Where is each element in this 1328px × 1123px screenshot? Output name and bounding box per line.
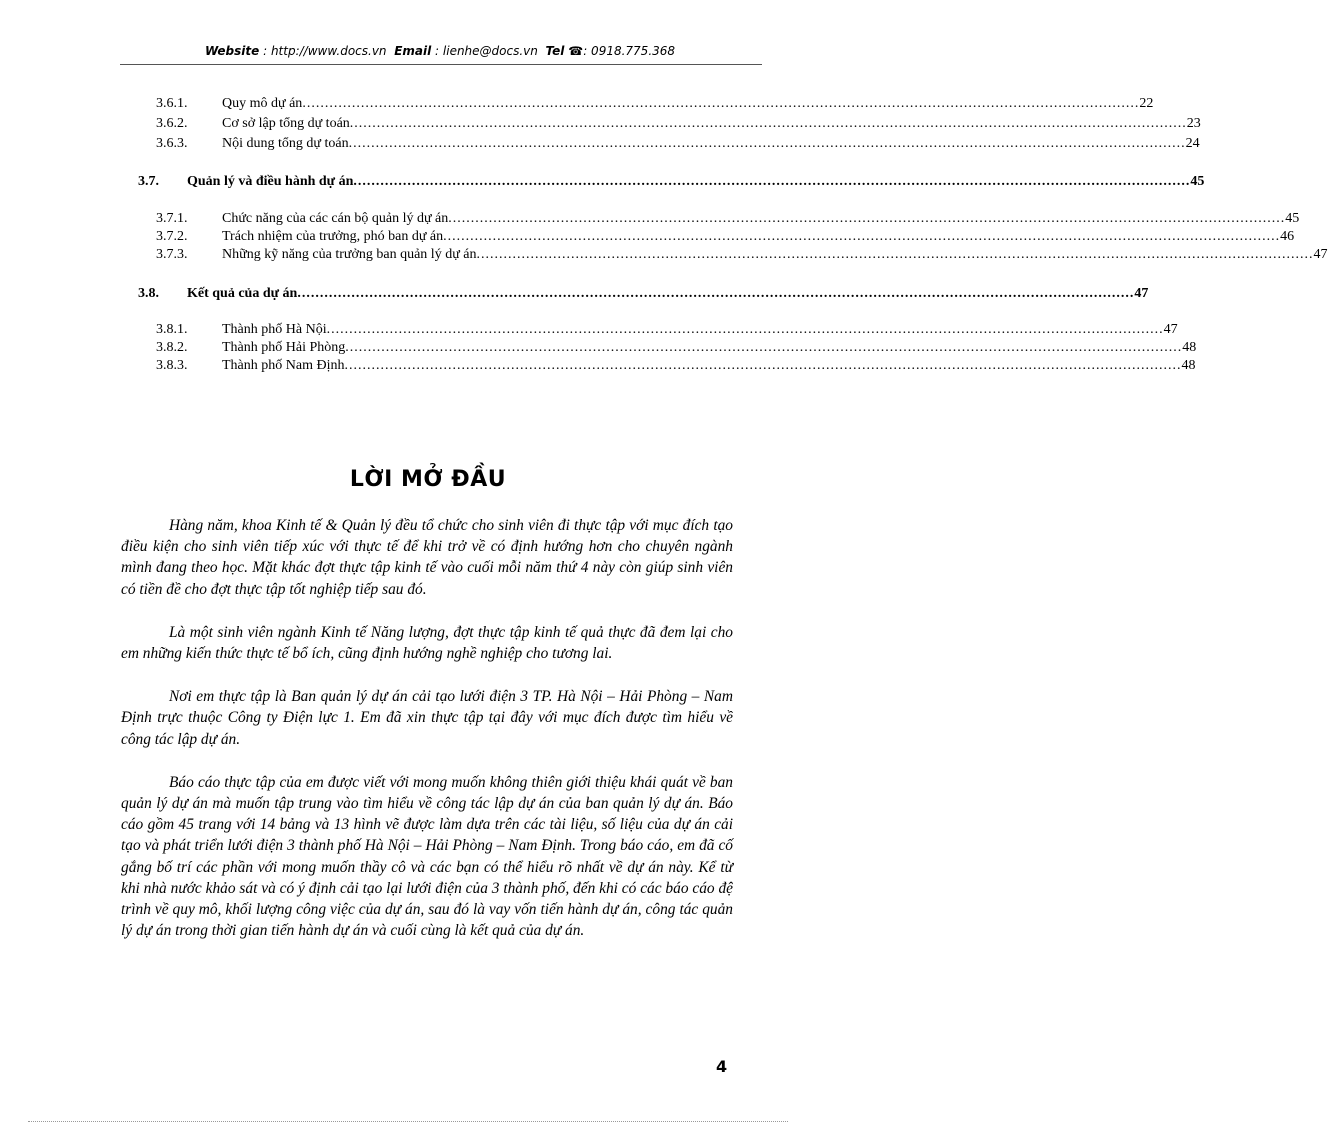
toc-number: 3.7.1. bbox=[156, 211, 188, 226]
toc-number: 3.8.2. bbox=[156, 340, 188, 355]
toc-section bbox=[138, 172, 1205, 190]
paragraph: Hàng năm, khoa Kinh tế & Quản lý đều tổ chức cho sinh viên đi thực tập với mục đích tạo điều kiện cho sinh viên tiếp xúc với thực tế để khi trở về có định hướng hơn cho chuyên ngành mình đang theo học. Mặt khác đợt thực tập kinh tế vào cuối mỗi năm thứ 4 này còn giúp sinh viên có tiền đề cho đợt thực tập tốt nghiệp tiếp sau đó. bbox=[121, 517, 733, 598]
toc-leader: .......................................................................................................................................................................................... bbox=[443, 229, 1281, 244]
toc-page: 48 bbox=[1181, 358, 1196, 373]
toc-title: Kết quả của dự án bbox=[187, 286, 298, 301]
toc-page: 22 bbox=[1139, 96, 1154, 111]
toc-title: Thành phố Hà Nội bbox=[222, 322, 327, 337]
header-divider bbox=[120, 64, 762, 65]
paragraph: Nơi em thực tập là Ban quản lý dự án cải tạo lưới điện 3 TP. Hà Nội – Hải Phòng – Nam Định trực thuộc Công ty Điện lực 1. Em đã xin thực tập tại đây với mục đích được tìm hiểu về công tác lập dự án. bbox=[121, 688, 733, 748]
website-label: Website bbox=[204, 44, 260, 58]
toc-leader: .......................................................................................................................................................................................... bbox=[448, 211, 1286, 226]
email-label: Email bbox=[394, 44, 432, 58]
toc-number: 3.7.2. bbox=[156, 229, 188, 244]
toc-number: 3.8.1. bbox=[156, 322, 188, 337]
toc-entry bbox=[156, 356, 1196, 374]
toc-title: Chức năng của các cán bộ quản lý dự án bbox=[222, 211, 449, 226]
toc-entry bbox=[156, 227, 1295, 245]
toc-entry bbox=[156, 338, 1197, 356]
toc-title: Những kỹ năng của trưởng ban quản lý dự án bbox=[222, 247, 477, 262]
toc-title: Quản lý và điều hành dự án bbox=[187, 174, 354, 189]
toc-number: 3.8.3. bbox=[156, 358, 188, 373]
website-value: : http://www.docs.vn bbox=[263, 44, 387, 58]
toc-title: Thành phố Nam Định bbox=[222, 358, 345, 373]
toc-entry bbox=[156, 134, 1200, 152]
toc-entry bbox=[156, 114, 1201, 132]
toc-number: 3.7. bbox=[138, 174, 159, 189]
toc-page: 46 bbox=[1280, 229, 1295, 244]
toc-leader: .......................................................................................................................................................................................... bbox=[349, 116, 1187, 131]
toc-page: 47 bbox=[1163, 322, 1178, 337]
introduction-body bbox=[121, 515, 733, 963]
toc-leader: .......................................................................................................................................................................................... bbox=[326, 322, 1164, 337]
toc-entry bbox=[156, 245, 1328, 263]
page-header bbox=[120, 44, 760, 58]
toc-number: 3.6.1. bbox=[156, 96, 188, 111]
toc-title: Trách nhiệm của trưởng, phó ban dự án bbox=[222, 229, 444, 244]
phone-icon: ☎ bbox=[568, 44, 584, 58]
toc-leader: .......................................................................................................................................................................................... bbox=[297, 286, 1135, 301]
toc-leader: .......................................................................................................................................................................................... bbox=[348, 136, 1186, 151]
toc-page: 48 bbox=[1182, 340, 1197, 355]
toc-number: 3.6.3. bbox=[156, 136, 188, 151]
toc-title: Nội dung tổng dự toán bbox=[222, 136, 349, 151]
toc-title: Cơ sở lập tổng dự toán bbox=[222, 116, 350, 131]
toc-leader: .......................................................................................................................................................................................... bbox=[302, 96, 1140, 111]
toc-page: 24 bbox=[1185, 136, 1200, 151]
section-heading: LỜI MỞ ĐẦU bbox=[349, 467, 507, 492]
email-value: : lienhe@docs.vn bbox=[435, 44, 538, 58]
page-bottom-border bbox=[28, 1121, 788, 1122]
toc-page: 45 bbox=[1285, 211, 1300, 226]
paragraph: Là một sinh viên ngành Kinh tế Năng lượng, đợt thực tập kinh tế quả thực đã đem lại cho em những kiến thức thực tế bổ ích, cũng định hướng nghề nghiệp cho tương lai. bbox=[121, 623, 733, 663]
toc-title: Thành phố Hải Phòng bbox=[222, 340, 346, 355]
toc-leader: .......................................................................................................................................................................................... bbox=[353, 174, 1191, 189]
toc-entry bbox=[156, 209, 1300, 227]
toc-leader: .......................................................................................................................................................................................... bbox=[476, 247, 1314, 262]
page-number: 4 bbox=[716, 1057, 728, 1076]
tel-value: : 0918.775.368 bbox=[583, 44, 676, 58]
toc-number: 3.7.3. bbox=[156, 247, 188, 262]
toc-section bbox=[138, 284, 1149, 302]
toc-title: Quy mô dự án bbox=[222, 96, 303, 111]
toc-page: 23 bbox=[1186, 116, 1201, 131]
toc-page: 45 bbox=[1190, 174, 1205, 189]
toc-number: 3.8. bbox=[138, 286, 159, 301]
toc-page: 47 bbox=[1313, 247, 1328, 262]
toc-entry bbox=[156, 94, 1154, 112]
toc-leader: .......................................................................................................................................................................................... bbox=[345, 340, 1183, 355]
toc-page: 47 bbox=[1134, 286, 1149, 301]
tel-label: Tel bbox=[545, 44, 565, 58]
paragraph: Báo cáo thực tập của em được viết với mong muốn không thiên giới thiệu khái quát về ban quản lý dự án mà muốn tập trung vào tìm hiểu về công tác lập dự án của ban quản lý dự án. Báo cáo gồm 45 trang với 14 bảng và 13 hình vẽ được làm dựa trên các tài liệu, số liệu của dự án cải tạo và phát triển lưới điện 3 thành phố Hà Nội – Hải Phòng – Nam Định. Trong báo cáo, em đã cố gắng bố trí các phần với mong muốn thầy cô và các bạn có thể hiểu rõ nhất về dự án này. Kể từ khi nhà nước khảo sát và có ý định cải tạo lại lưới điện của 3 thành phố, đến khi có các báo cáo đệ trình về quy mô, khối lượng công việc của dự án, sau đó là vay vốn tiến hành dự án, công tác quản lý dự án trong thời gian tiến hành dự án và cuối cùng là kết quả của dự án. bbox=[121, 773, 733, 940]
toc-number: 3.6.2. bbox=[156, 116, 188, 131]
toc-entry bbox=[156, 320, 1178, 338]
toc-leader: .......................................................................................................................................................................................... bbox=[344, 358, 1182, 373]
